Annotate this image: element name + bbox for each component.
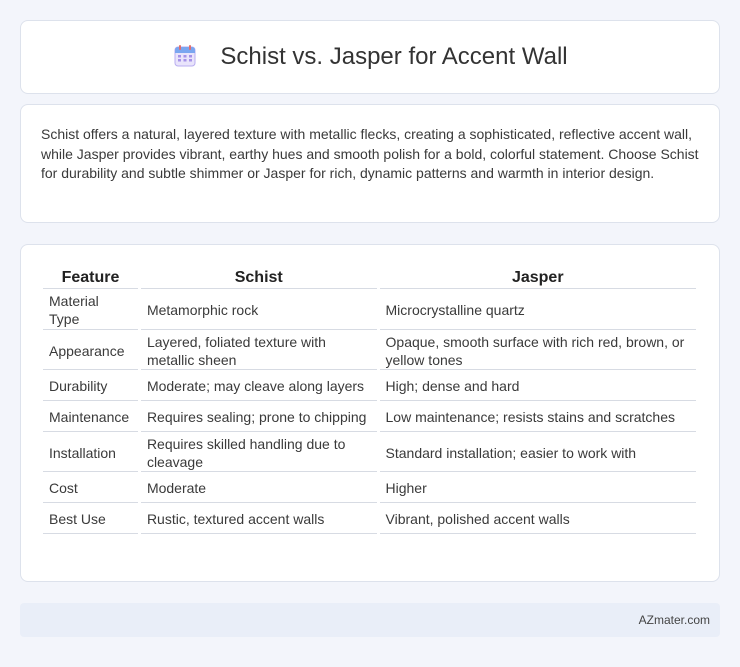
table-row xyxy=(43,372,696,401)
schist-cell: Moderate; may cleave along layers xyxy=(141,372,377,401)
jasper-cell: Opaque, smooth surface with rich red, brown, or yellow tones xyxy=(380,332,696,370)
schist-cell: Requires sealing; prone to chipping xyxy=(141,403,377,432)
header-feature: Feature xyxy=(43,267,138,289)
table-row xyxy=(43,332,696,370)
jasper-cell: Vibrant, polished accent walls xyxy=(380,505,696,534)
comparison-card xyxy=(20,244,720,582)
jasper-cell: Higher xyxy=(380,474,696,503)
header-jasper: Jasper xyxy=(380,267,696,289)
title-card xyxy=(20,20,720,94)
feature-cell: Installation xyxy=(43,434,138,472)
table-header-row xyxy=(43,267,696,289)
jasper-cell: Standard installation; easier to work with xyxy=(380,434,696,472)
schist-cell: Requires skilled handling due to cleavage xyxy=(141,434,377,472)
comparison-table xyxy=(40,265,699,536)
jasper-cell: High; dense and hard xyxy=(380,372,696,401)
table-row xyxy=(43,291,696,330)
feature-cell: Maintenance xyxy=(43,403,138,432)
summary-card xyxy=(20,104,720,223)
calendar-icon xyxy=(172,43,198,69)
page-title: Schist vs. Jasper for Accent Wall xyxy=(220,43,568,70)
feature-cell: Cost xyxy=(43,474,138,503)
table-row xyxy=(43,474,696,503)
table-row xyxy=(43,434,696,472)
header-schist: Schist xyxy=(141,267,377,289)
feature-cell: Best Use xyxy=(43,505,138,534)
schist-cell: Moderate xyxy=(141,474,377,503)
jasper-cell: Low maintenance; resists stains and scratches xyxy=(380,403,696,432)
feature-cell: Material Type xyxy=(43,291,138,330)
schist-cell: Metamorphic rock xyxy=(141,291,377,330)
jasper-cell: Microcrystalline quartz xyxy=(380,291,696,330)
table-row xyxy=(43,505,696,534)
schist-cell: Layered, foliated texture with metallic sheen xyxy=(141,332,377,370)
feature-cell: Appearance xyxy=(43,332,138,370)
footer-brand: AZmater.com xyxy=(638,613,710,627)
feature-cell: Durability xyxy=(43,372,138,401)
schist-cell: Rustic, textured accent walls xyxy=(141,505,377,534)
table-row xyxy=(43,403,696,432)
footer-bar xyxy=(20,603,720,637)
summary-text: Schist offers a natural, layered texture with metallic flecks, creating a sophisticated, reflective accent wall, while Jasper provides vibrant, earthy hues and smooth polish for a bold, colorful statement. Choose Schist for durability and subtle shimmer or Jasper for rich, dynamic patterns and warmth in interior design. xyxy=(41,126,699,181)
